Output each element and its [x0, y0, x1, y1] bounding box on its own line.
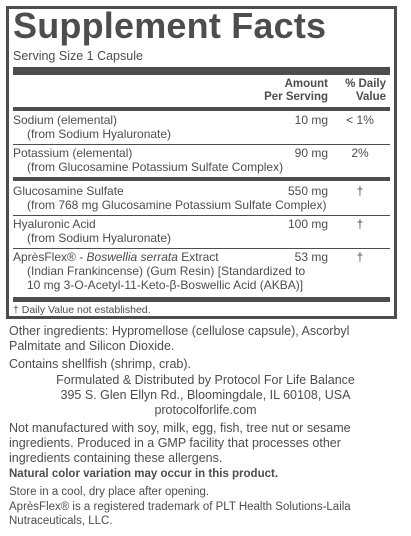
nutrient-dv: †: [356, 217, 364, 231]
nutrient-dv: †: [356, 184, 364, 198]
website: protocolforlife.com: [154, 403, 257, 417]
nutrient-source: (from Sodium Hyaluronate): [27, 127, 172, 141]
nutrient-dv: 2%: [351, 146, 369, 160]
supplement-facts-panel: [6, 6, 397, 319]
nutrient-standardization: 10 mg 3-O-Acetyl-11-Keto-β-Boswellic Acid (AKBA)]: [27, 278, 304, 292]
amount-header: [264, 78, 328, 104]
nutrient-dv: < 1%: [346, 113, 374, 127]
nutrient-row: [13, 113, 390, 143]
nutrient-amount: 53 mg: [294, 250, 328, 264]
amount-header-line2: Per Serving: [264, 91, 328, 103]
amount-header-line1: Amount: [284, 78, 328, 90]
nutrient-name: Glucosamine Sulfate: [13, 184, 124, 198]
nutrient-amount: 90 mg: [294, 146, 328, 160]
trademark-line2: Nutraceuticals, LLC.: [9, 515, 113, 527]
not-manufactured-line3: ingredients containing these allergens.: [9, 451, 223, 465]
allergen-statement: Contains shellfish (shrimp, crab).: [9, 357, 192, 371]
nutrient-row: [13, 250, 390, 294]
nutrient-source: (from 768 mg Glucosamine Potassium Sulfate Complex): [27, 198, 327, 212]
allergen-facility-statement: [9, 421, 404, 466]
nutrient-source: (from Sodium Hyaluronate): [27, 231, 172, 245]
distributor-info: [0, 373, 411, 418]
thick-divider-bottom: [13, 297, 390, 302]
nutrient-row: [13, 146, 390, 176]
distributor-line1: Formulated & Distributed by Protocol For Life Balance: [56, 373, 355, 387]
nutrient-name: Potassium (elemental): [13, 146, 133, 160]
dv-header: [345, 78, 386, 104]
trademark-line1: AprèsFlex® is a registered trademark of PLT Health Solutions-Laila: [9, 501, 351, 513]
thick-divider-middle: [13, 177, 390, 181]
thick-divider-header: [13, 107, 390, 111]
trademark-notice: [9, 500, 404, 528]
nutrient-source: (Indian Frankincense) (Gum Resin) [Standardized to: [27, 264, 306, 278]
storage-instructions: Store in a cool, dry place after opening.: [9, 486, 210, 498]
color-variation-note: Natural color variation may occur in this product.: [9, 468, 279, 480]
nutrient-name: [13, 250, 219, 264]
nutrient-row: [13, 217, 390, 247]
not-manufactured-line2: ingredients. Produced in a GMP facility that processes other: [9, 436, 341, 450]
nutrient-amount: 10 mg: [294, 113, 328, 127]
nutrient-name-italic: Boswellia serrata: [86, 250, 178, 264]
panel-title: Supplement Facts: [13, 5, 327, 46]
row-divider: [13, 248, 390, 249]
not-manufactured-line1: Not manufactured with soy, milk, egg, fish, tree nut or sesame: [9, 421, 351, 435]
nutrient-name: Sodium (elemental): [13, 113, 118, 127]
nutrient-dv: †: [356, 250, 364, 264]
nutrient-name-suffix: Extract: [177, 250, 219, 264]
thick-divider-top: [13, 67, 390, 75]
row-divider: [13, 215, 390, 216]
serving-size: Serving Size 1 Capsule: [13, 49, 143, 63]
distributor-line2: 395 S. Glen Ellyn Rd., Bloomingdale, IL 60108, USA: [60, 388, 351, 402]
dv-header-line2: Value: [355, 91, 386, 103]
nutrient-name: Hyaluronic Acid: [13, 217, 96, 231]
dv-footnote: † Daily Value not established.: [13, 304, 151, 316]
other-ingredients-line1: Other ingredients: Hypromellose (cellulose capsule), Ascorbyl: [9, 324, 350, 338]
nutrient-amount: 100 mg: [287, 217, 328, 231]
nutrient-name-prefix: AprèsFlex® -: [13, 250, 87, 264]
dv-header-line1: % Daily: [345, 78, 386, 90]
other-ingredients: [9, 324, 404, 354]
other-ingredients-line2: Palmitate and Silicon Dioxide.: [9, 339, 175, 353]
nutrient-amount: 550 mg: [287, 184, 328, 198]
nutrient-source: (from Glucosamine Potassium Sulfate Complex): [27, 160, 284, 174]
nutrient-row: [13, 184, 390, 214]
row-divider: [13, 144, 390, 145]
